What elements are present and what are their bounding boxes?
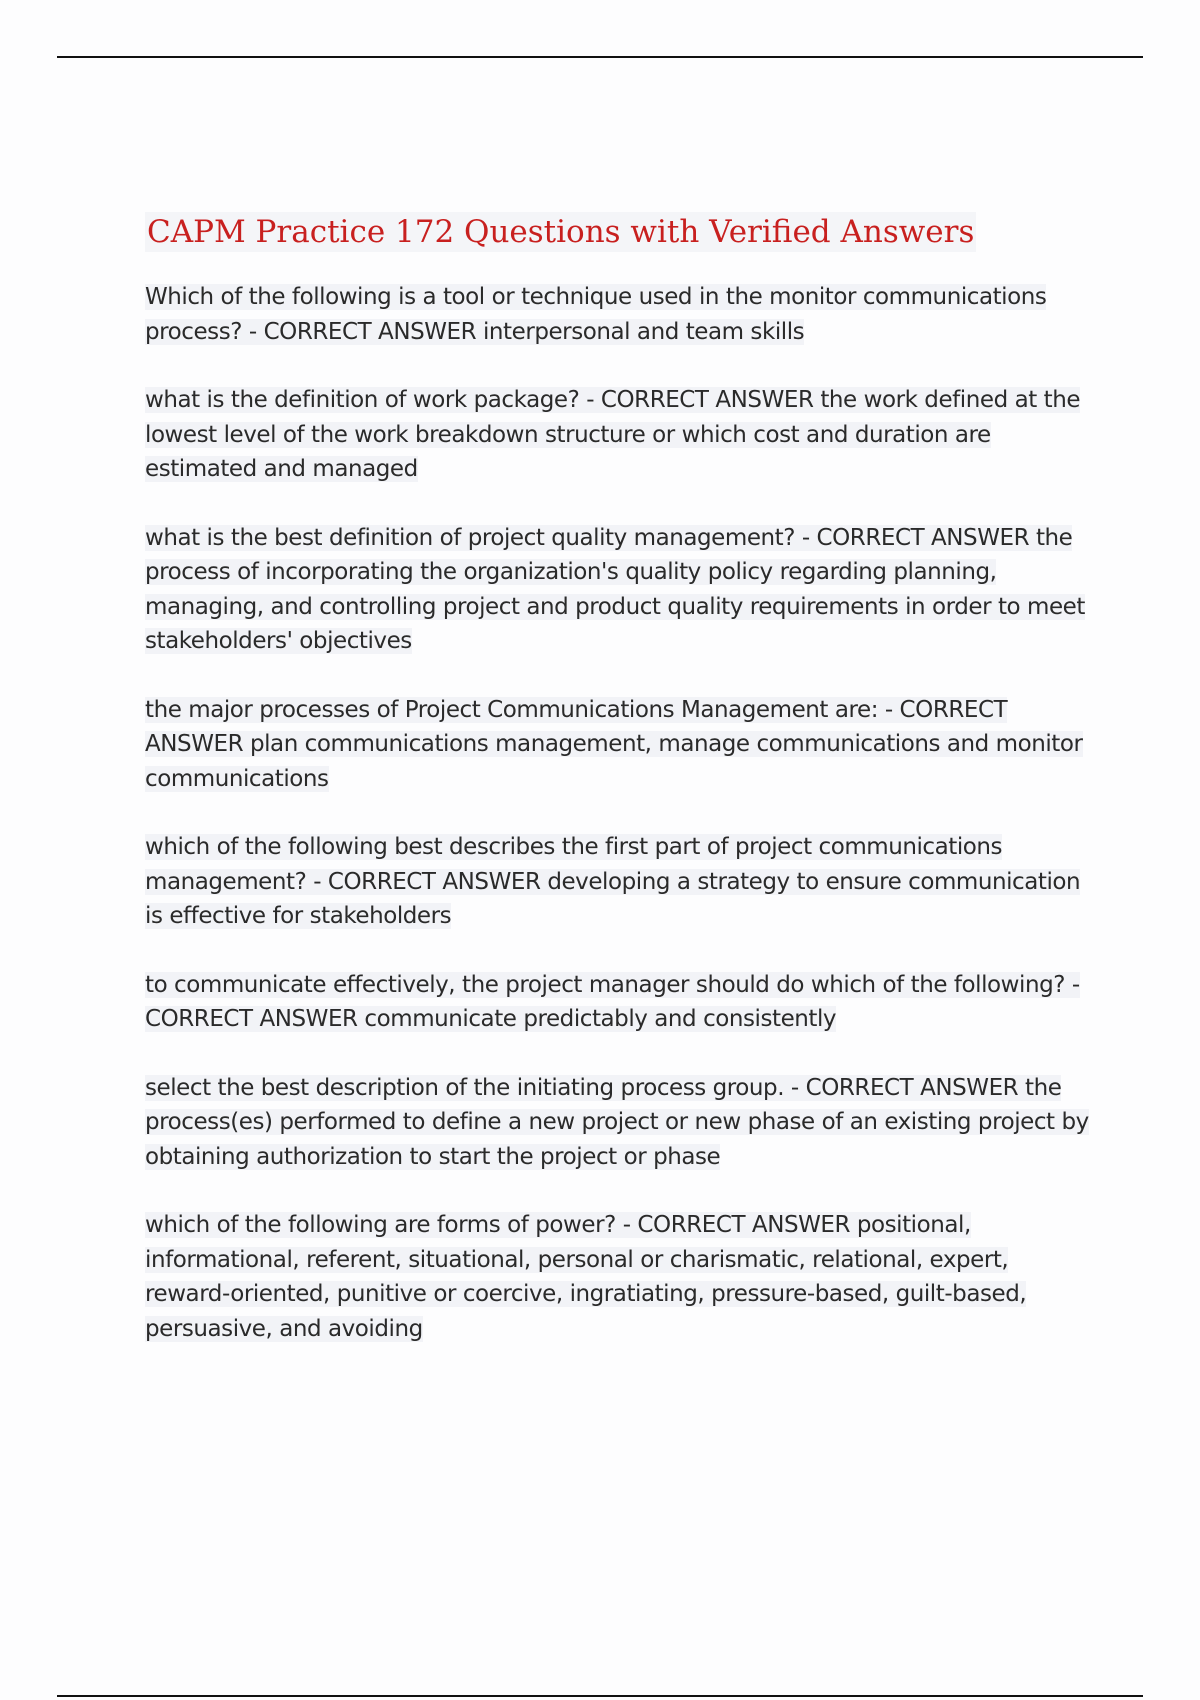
- header-rule: [57, 56, 1143, 58]
- document-content: [145, 212, 1095, 1380]
- qa-item-text: Which of the following is a tool or technique used in the monitor communications process? - CORRECT ANSWER interpersonal and team skills: [145, 284, 1047, 345]
- qa-item-3: [145, 521, 1095, 659]
- qa-item-text: what is the definition of work package? - CORRECT ANSWER the work defined at the lowest level of the work breakdown structure or which cost and duration are estimated and managed: [145, 387, 1081, 483]
- qa-item-6: [145, 968, 1095, 1037]
- qa-item-1: [145, 280, 1095, 349]
- qa-item-4: [145, 693, 1095, 797]
- qa-item-5: [145, 830, 1095, 934]
- qa-item-text: which of the following best describes the first part of project communications management? - CORRECT ANSWER developing a strategy to ensure communication is effective for stakeholders: [145, 834, 1081, 930]
- qa-item-text: select the best description of the initiating process group. - CORRECT ANSWER the process(es) performed to define a new project or new phase of an existing project by obtaining authorization to start the project or phase: [145, 1074, 1089, 1170]
- qa-item-8: [145, 1208, 1095, 1346]
- qa-item-text: to communicate effectively, the project manager should do which of the following? - CORRECT ANSWER communicate predictably and consistently: [145, 971, 1080, 1033]
- qa-item-text: what is the best definition of project quality management? - CORRECT ANSWER the process of incorporating the organization's quality policy regarding planning, managing, and controlling project and product quality requirements in order to meet stakeholders' objectives: [145, 524, 1085, 655]
- qa-item-text: which of the following are forms of power? - CORRECT ANSWER positional, informational, referent, situational, personal or charismatic, relational, expert, reward-oriented, punitive or coercive, ingratiating, pressure-based, guilt-based, persuasive, and avoiding: [145, 1212, 1027, 1342]
- qa-item-text: the major processes of Project Communications Management are: - CORRECT ANSWER plan communications management, manage communications and monitor communications: [145, 696, 1083, 792]
- document-title: CAPM Practice 172 Questions with Verified Answers: [145, 212, 976, 252]
- footer-rule: [57, 1695, 1143, 1697]
- qa-item-7: [145, 1071, 1095, 1175]
- qa-item-2: [145, 383, 1095, 487]
